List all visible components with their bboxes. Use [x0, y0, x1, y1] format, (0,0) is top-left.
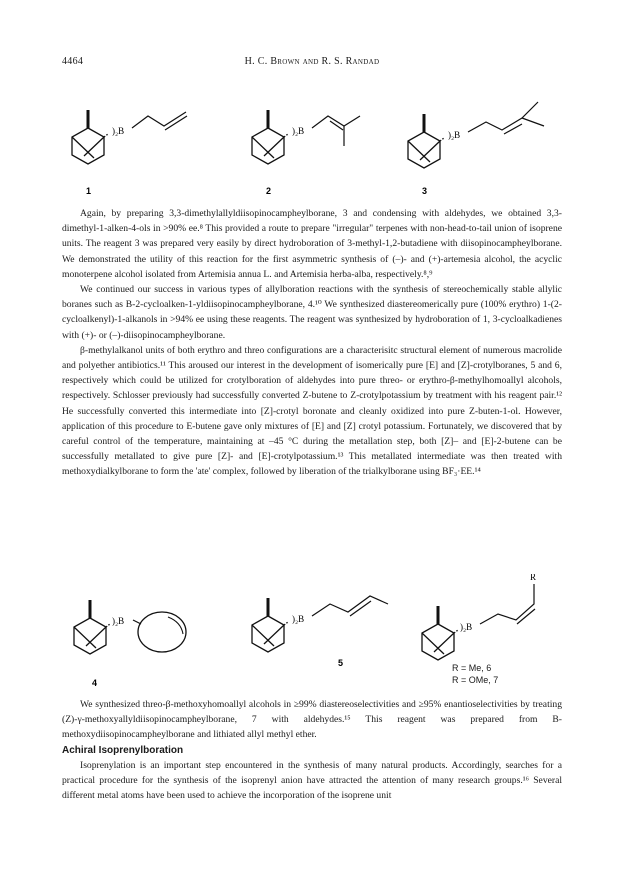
cycloalkenyl-ring-4	[138, 612, 186, 652]
structure-5	[252, 596, 388, 668]
paragraph-3: β-methylalkanol units of both erythro and threo configurations are a characterisitc structural element of numerous macrolide and polyether antibiotics.¹¹ This aroused our interest in the development of isomerically pure [E] and [Z]-crotylboranes, 5 and 6, respectively which could be utilized for crotylboration of aldehydes into pure threo- or erythro-β-methylhomoallyl alcohols, respectively. Schlosser previously had successfully converted Z-butene to Z-crotylpotassium by treatment with his reagent pair.¹² He successfully converted this intermediate into [Z]-crotyl boronate and cleanly oxidized into pure Z-buten-1-ol. However, application of this procedure to E-butene gave only mixtures of [E] and [Z] crotyl potassium. Fortunately, we discovered that by careful control of the temperature, maintaining at –45 °C during the metallation step, both [Z]– and [E]-2-butene can be successfully metallated to give pure [Z]- and [E]-crotylpotassium.¹³ This metallated intermediate was then treated with methoxydialkylborane to form the 'ate' complex, followed by liberation of the trialkylborane using BF₃·EE.¹⁴	[62, 344, 562, 478]
section-heading: Achiral Isoprenylboration	[62, 744, 184, 756]
scheme-allylboranes-1-3	[40, 96, 600, 204]
paragraph-4: We synthesized threo-β-methoxyhomoallyl alcohols in ≥99% diastereoselectivities and ≥95% enantioselectivities by treating (Z)-γ-methoxyallyldiisopinocampheylborane, 7 with aldehydes.¹⁵ This reagent was prepared from B-methoxydiisopinocampheylborane and lithiated allyl methyl ether.	[62, 699, 562, 741]
r-definition-6: R = Me, 6	[452, 663, 492, 673]
paragraph-2: We continued our success in various types of allylboration reactions with the synthesis of stereochemically stable allylic boranes such as B-2-cycloalken-1-yldiisopinocampheylborane, 4.¹⁰ We synthesized diastereomerically pure (100% erythro) 1-(2-cycloalkenyl)-1-alkanols in >94% ee using these reagents. The reagent was synthesized by hydroboration of 1, 3-cycloalkadienes with (+)- or (–)-diisopinocampheylborane.	[62, 284, 562, 341]
double-bond-3	[504, 124, 522, 134]
paragraph-1: Again, by preparing 3,3-dimethylallyldiisopinocampheylborane, 3 and condensing with aldehydes, we obtained 3,3-dimethyl-1-alken-4-ols in >90% ee.⁸ This provided a route to prepare "irregular" terpenes with non-head-to-tail union of isoprene units. The reagent 3 was prepared very easily by direct hydroboration of 3-methyl-1,2-butadiene with diisopinocampheylborane. We demonstrated the utility of this reaction for the first asymmetric synthesis of (–)- and (+)-artemesia alcohol, the acyclic monoterpene alcohol isolated from Artemisia annua L. and Artemisia herba-alba, respectively.⁸,⁹	[62, 208, 562, 280]
scheme-allylboranes-4-7	[40, 574, 600, 690]
r-group: R	[530, 574, 537, 582]
double-bond-2	[330, 121, 343, 130]
compound-label-4: 4	[92, 678, 98, 688]
text-block-2	[62, 697, 562, 803]
compound-label-5: 5	[338, 658, 344, 668]
boron-atom-2: )₂B	[292, 126, 305, 136]
allyl-chain-1	[132, 112, 186, 128]
allyl-chain-2	[312, 116, 360, 128]
boron-atom-1: )₂B	[112, 126, 125, 136]
compound-label-1: 1	[86, 186, 92, 196]
boron-atom-3: )₂B	[448, 130, 461, 140]
structure-3	[408, 102, 544, 196]
crotyl-chain-5	[312, 596, 388, 616]
structure-4	[74, 600, 186, 688]
methyl-branch-3	[522, 118, 544, 126]
structure-1	[72, 110, 187, 196]
structure-6-7	[422, 574, 536, 660]
text-block-1	[62, 206, 562, 480]
compound-label-2: 2	[266, 186, 272, 196]
z-crotyl-chain-6	[480, 584, 534, 624]
boron-atom-6: )₂B	[460, 622, 473, 632]
boron-atom-4: )₂B	[112, 616, 125, 626]
r-group-legend	[452, 662, 498, 686]
boron-atom-5: )₂B	[292, 614, 305, 624]
compound-label-3: 3	[422, 186, 428, 196]
r-definition-7: R = OMe, 7	[452, 675, 499, 685]
running-head: H. C. Brown and R. S. Randad	[244, 56, 380, 67]
paragraph-5: Isoprenylation is an important step encountered in the synthesis of many natural products. Accordingly, searches for a practical procedure for the synthesis of the isoprenyl anion have attracted the attention of many research groups.¹⁶ Several different metal atoms have been used to achieve the incorporation of the isoprene unit	[62, 759, 562, 802]
prenyl-chain-3	[468, 102, 538, 132]
page-number: 4464	[62, 56, 84, 67]
boron-ring-bond-4	[133, 620, 141, 624]
structure-2	[252, 110, 360, 196]
